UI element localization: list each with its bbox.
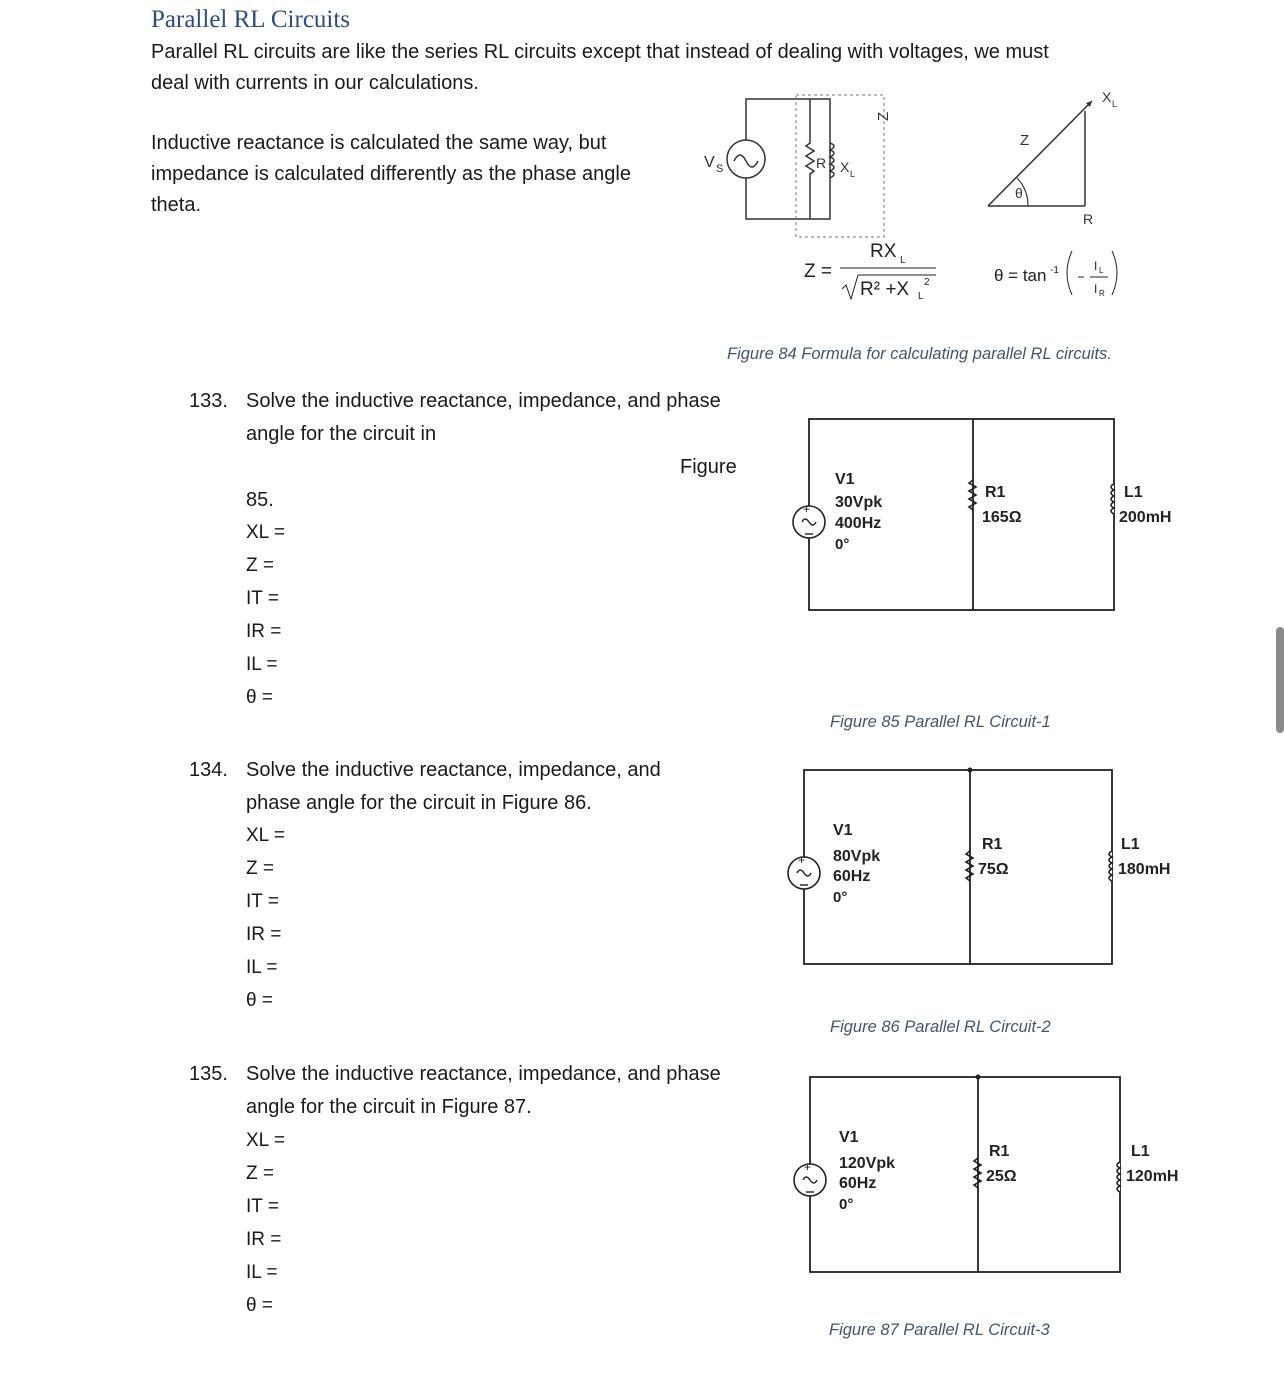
answer-theta: θ = [246, 687, 273, 708]
reactance-paragraph [151, 128, 691, 221]
svg-text:Z: Z [1020, 132, 1030, 149]
svg-text:X: X [1102, 89, 1112, 105]
answer-theta: θ = [246, 1295, 273, 1316]
reactance-line-2: impedance is calculated differently as the phase angle [151, 163, 631, 185]
question-133-figure-word: Figure [680, 456, 737, 478]
answer-il: IL = [246, 957, 278, 978]
source-phase: 0° [835, 536, 850, 553]
reactance-line-3: theta. [151, 194, 202, 216]
resistor-name: R1 [989, 1143, 1010, 1160]
figure-87-caption: Figure 87 Parallel RL Circuit-3 [829, 1321, 1050, 1339]
question-134-answers [246, 819, 285, 1017]
source-name: V1 [835, 471, 855, 488]
answer-it: IT = [246, 588, 279, 609]
question-134-text: Solve the inductive reactance, impedance, and phase angle for the circuit in Figure 86. [246, 759, 661, 814]
question-135-number: 135. [189, 1063, 228, 1085]
ac-source-icon [727, 140, 765, 178]
source-phase: 0° [839, 1196, 854, 1213]
question-133-text: Solve the inductive reactance, impedance, and phase angle for the circuit in [246, 390, 721, 445]
figure-85-caption: Figure 85 Parallel RL Circuit-1 [830, 713, 1051, 731]
question-133-number: 133. [189, 390, 228, 412]
source-voltage: 30Vpk [835, 494, 883, 511]
svg-text:θ: θ [1015, 185, 1023, 201]
figure-86-circuit [770, 763, 1190, 971]
answer-il: IL = [246, 1262, 278, 1283]
inductor-name: L1 [1124, 484, 1143, 501]
answer-it: IT = [246, 891, 279, 912]
svg-text:Z: Z [875, 111, 892, 121]
svg-text:R: R [1083, 211, 1094, 227]
svg-text:L: L [1112, 99, 1118, 109]
svg-text:RX: RX [870, 241, 897, 262]
inductor-symbol [1109, 851, 1112, 881]
resistor-name: R1 [985, 484, 1006, 501]
formula-phase-angle [994, 251, 1117, 298]
svg-text:L: L [918, 291, 924, 302]
inductor-value: 120mH [1126, 1168, 1179, 1185]
inductor-value: 200mH [1119, 509, 1172, 526]
inductor-symbol [1117, 1162, 1120, 1192]
answer-it: IT = [246, 1196, 279, 1217]
answer-z: Z = [246, 858, 274, 879]
question-135-answers [246, 1124, 285, 1322]
inductor-name: L1 [1131, 1143, 1150, 1160]
svg-text:+: + [804, 1160, 812, 1174]
inductor-symbol [1111, 484, 1114, 514]
svg-text:I: I [1094, 282, 1098, 296]
source-voltage: 120Vpk [839, 1155, 896, 1172]
svg-text:R: R [1099, 289, 1105, 298]
answer-xl: XL = [246, 1130, 285, 1151]
answer-z: Z = [246, 1163, 274, 1184]
formula-impedance [804, 241, 936, 302]
question-133-answers [246, 516, 285, 714]
question-134-number: 134. [189, 759, 228, 781]
question-133-figure-num: 85. [246, 489, 274, 511]
source-phase: 0° [833, 889, 848, 906]
svg-text:R² +X: R² +X [860, 279, 910, 300]
resistor-name: R1 [982, 836, 1003, 853]
source-voltage: 80Vpk [833, 848, 881, 865]
answer-ir: IR = [246, 924, 282, 945]
answer-z: Z = [246, 555, 274, 576]
figure-86-caption: Figure 86 Parallel RL Circuit-2 [830, 1018, 1051, 1036]
svg-text:θ = tan: θ = tan [994, 266, 1047, 285]
inductor-value: 180mH [1118, 861, 1171, 878]
intro-line-1: Parallel RL circuits are like the series RL circuits except that instead of dealing with voltages, we must [151, 41, 1049, 63]
svg-text:+: + [803, 502, 811, 516]
source-frequency: 400Hz [835, 515, 882, 532]
page-title: Parallel RL Circuits [151, 6, 351, 33]
resistor-value: 25Ω [986, 1168, 1017, 1185]
svg-text:+: + [798, 853, 806, 867]
answer-xl: XL = [246, 825, 285, 846]
inductor-name: L1 [1121, 836, 1140, 853]
answer-ir: IR = [246, 1229, 282, 1250]
answer-xl: XL = [246, 522, 285, 543]
svg-text:Z =: Z = [804, 261, 832, 282]
intro-line-2: deal with currents in our calculations. [151, 72, 479, 94]
source-name: V1 [833, 822, 853, 839]
fig84-schematic [704, 95, 892, 237]
source-frequency: 60Hz [839, 1175, 877, 1192]
svg-text:R: R [816, 155, 827, 171]
answer-il: IL = [246, 654, 278, 675]
vertical-scrollbar[interactable] [1276, 627, 1284, 733]
reactance-line-1: Inductive reactance is calculated the same way, but [151, 132, 607, 154]
answer-theta: θ = [246, 990, 273, 1011]
figure-87-circuit [776, 1070, 1196, 1278]
answer-ir: IR = [246, 621, 282, 642]
resistor-value: 165Ω [982, 509, 1022, 526]
question-135-text: Solve the inductive reactance, impedance, and phase angle for the circuit in Figure 87. [246, 1063, 721, 1118]
resistor-value: 75Ω [978, 861, 1009, 878]
svg-text:-1: -1 [1050, 265, 1059, 276]
svg-text:2: 2 [924, 277, 930, 288]
svg-text:L: L [1099, 266, 1104, 275]
impedance-triangle [988, 89, 1117, 227]
figure-85-circuit [775, 412, 1195, 617]
svg-text:L: L [900, 255, 906, 266]
source-name: V1 [839, 1129, 859, 1146]
svg-text:I: I [1094, 259, 1098, 273]
svg-text:L: L [850, 169, 856, 179]
figure-84-caption: Figure 84 Formula for calculating parallel RL circuits. [727, 345, 1112, 363]
svg-text:S: S [716, 163, 724, 175]
figure-84-diagram [690, 85, 1160, 315]
source-frequency: 60Hz [833, 868, 871, 885]
resistor-symbol [806, 99, 814, 219]
svg-text:X: X [840, 159, 850, 175]
fig84-vs-label: V [704, 154, 715, 171]
